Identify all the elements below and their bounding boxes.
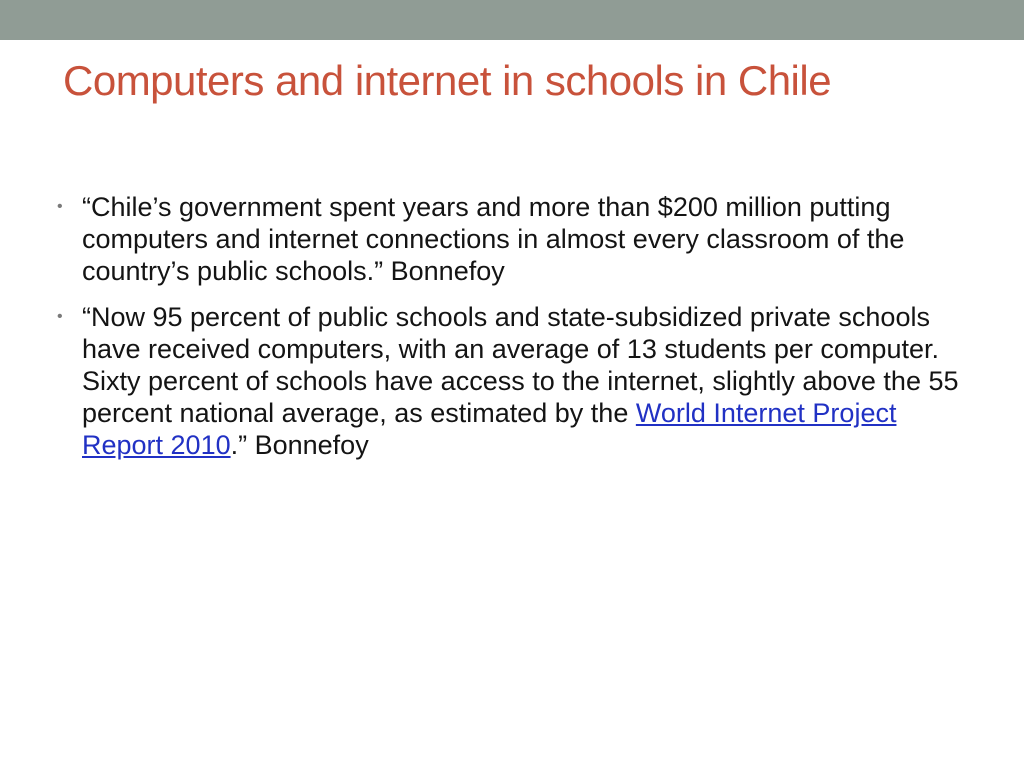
bullet-item-computer-statistics: [55, 301, 980, 461]
bullet-text-after-link: .” Bonnefoy: [230, 430, 369, 460]
bullet-dot-icon: •: [57, 198, 63, 215]
bullet-list: [55, 191, 980, 475]
slide-title: Computers and internet in schools in Chile: [63, 57, 832, 104]
bullet-text-before-link: “Now 95 percent of public schools and state-subsidized private schools have received computers, with an average of 13 students per computer. Sixty percent of schools have access to the internet, slightly above the 55 percent national average, as estimated by the: [82, 302, 959, 428]
bullet-dot-icon: •: [57, 308, 63, 325]
bullet-item-government-spending: [55, 191, 980, 287]
bullet-text: “Chile’s government spent years and more than $200 million putting computers and internet connections in almost every classroom of the country’s public schools.” Bonnefoy: [82, 192, 905, 286]
world-internet-project-link[interactable]: World Internet Project Report 2010: [82, 398, 897, 460]
top-accent-bar: [0, 0, 1024, 40]
